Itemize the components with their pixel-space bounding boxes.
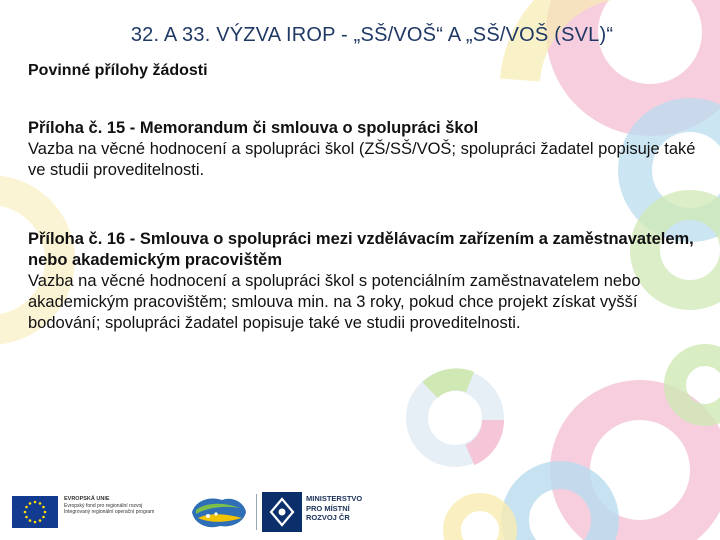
- eu-flag-icon: [12, 496, 58, 528]
- footer-divider: [256, 494, 257, 530]
- logo-footer: [0, 488, 720, 540]
- ministry-logo-icon: [262, 492, 302, 532]
- attachment-heading: Příloha č. 16 - Smlouva o spolupráci mezi vzdělávacím zařízením a zaměstnavatelem, nebo akademickým pracovištěm: [28, 230, 694, 269]
- eu-fund-label: EVROPSKÁ UNIE Evropský fond pro regionální rozvoj Integrovaný regionální operační program: [64, 496, 155, 515]
- slide-subtitle: Povinné přílohy žádosti: [28, 62, 208, 79]
- attachment-heading: Příloha č. 15 - Memorandum či smlouva o spolupráci škol: [28, 119, 479, 137]
- attachment-body: Vazba na věcné hodnocení a spolupráci škol s potenciálním zaměstnavatelem nebo akademickým pracovištěm; smlouva min. na 3 roky, pokud chce projekt získat vyšší bodování; spolupráci žadatel popisuje také ve studii proveditelnosti.: [28, 272, 641, 332]
- attachment-body: Vazba na věcné hodnocení a spolupráci škol (ZŠ/SŠ/VOŠ; spolupráci žadatel popisuje také ve studii proveditelnosti.: [28, 140, 696, 179]
- czech-republic-map-logo: [188, 492, 250, 532]
- ministry-name: MINISTERSTVO PRO MÍSTNÍ ROZVOJ ČR: [306, 494, 363, 522]
- attachment-16: [28, 229, 696, 334]
- slide-title: 32. A 33. VÝZVA IROP - „SŠ/VOŠ“ A „SŠ/VOŠ (SVL)“: [130, 24, 614, 46]
- attachment-15: [28, 118, 696, 181]
